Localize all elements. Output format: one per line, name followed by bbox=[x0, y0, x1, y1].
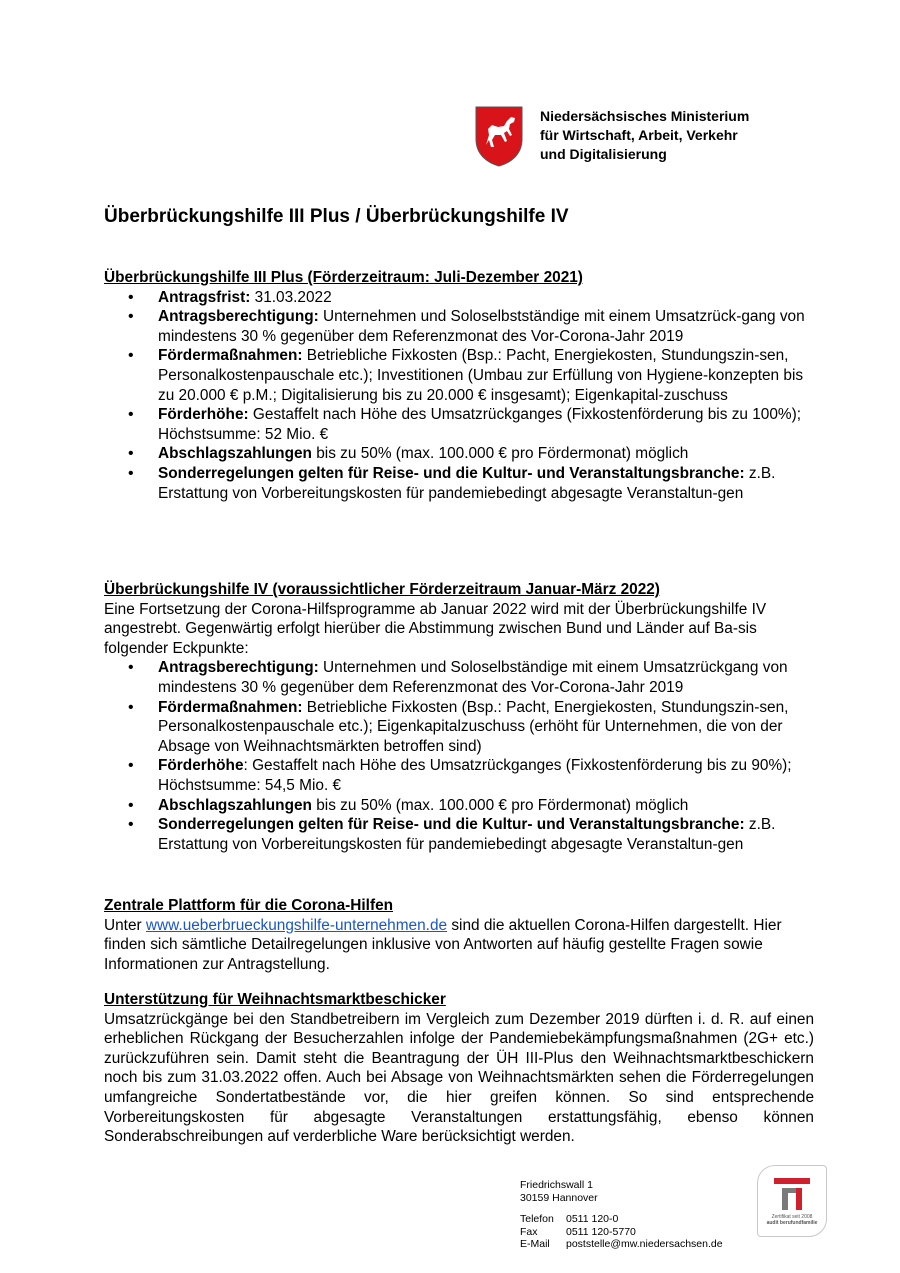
item-label: Förderhöhe: bbox=[158, 406, 249, 424]
item-label: Förderhöhe bbox=[158, 757, 244, 775]
section-text bbox=[104, 916, 814, 975]
item-label: Abschlagszahlungen bbox=[158, 445, 312, 463]
fax-row bbox=[520, 1226, 723, 1239]
bullet-list bbox=[104, 288, 814, 504]
email-row bbox=[520, 1238, 723, 1251]
section-heading: Unterstützung für Weihnachtsmarktbeschicker bbox=[104, 991, 446, 1008]
section-heading: Zentrale Plattform für die Corona-Hilfen bbox=[104, 897, 394, 914]
section-christmas-market bbox=[104, 990, 814, 1147]
certificate-text bbox=[761, 1214, 823, 1226]
item-label: Antragsberechtigung: bbox=[158, 659, 319, 677]
item-text: z.B. Erstattung von Vorbereitungskosten für pandemiebedingt abgesagte Veranstaltun-gen bbox=[158, 816, 776, 853]
footer-address bbox=[520, 1179, 723, 1251]
audit-berufundfamilie-icon bbox=[772, 1174, 812, 1212]
item-text: : Gestaffelt nach Höhe des Umsatzrückganges (Fixkostenförderung bis zu 90%); Höchstsumme: 54,5 Mio. € bbox=[158, 757, 792, 794]
website-link[interactable]: www.ueberbrueckungshilfe-unternehmen.de bbox=[145, 916, 448, 934]
list-item bbox=[104, 796, 814, 816]
item-text: 31.03.2022 bbox=[250, 288, 332, 306]
item-label: Fördermaßnahmen: bbox=[158, 698, 303, 716]
list-item bbox=[104, 346, 814, 405]
email-value: poststelle@mw.niedersachsen.de bbox=[566, 1238, 723, 1250]
item-label: Antragsberechtigung: bbox=[158, 308, 319, 326]
text-before-link: Unter bbox=[104, 916, 146, 934]
bullet-list bbox=[104, 658, 814, 854]
item-label: Antragsfrist: bbox=[158, 288, 251, 306]
list-item bbox=[104, 405, 814, 444]
audit-certificate-logo bbox=[757, 1165, 827, 1237]
list-item bbox=[104, 288, 814, 308]
section-text: Umsatzrückgänge bei den Standbetreibern im Vergleich zum Dezember 2019 dürften i. d. R. auf einen erheblichen Rückgang der Besucherzahlen infolge der Pandemiebekämpfungsmaßnahmen (2G+ etc.) zurückzuführen sein. Damit steht die Beantragung der ÜH III-Plus den Weihnachtsmarktbeschickern noch bis zum 31.03.2022 offen. Auch bei Absage von Weihnachtsmärkten sehen die Förderregelungen umfangreiche Sondertatbestände vor, die hier greifen können. So sind entsprechende Vorbereitungskosten für abgesagte Veranstaltungen erstattungsfähig, ebenso können Sonderabschreibungen auf verderbliche Ware berücksichtigt werden. bbox=[104, 1010, 814, 1146]
address-street: Friedrichswall 1 bbox=[520, 1179, 593, 1191]
lower-saxony-crest-icon bbox=[474, 105, 524, 167]
item-text: Unternehmen und Soloselbständige mit einem Umsatzrückgang von mindestens 30 % gegenüber dem Referenzmonat des Vor-Corona-Jahr 2019 bbox=[158, 659, 788, 696]
address-city: 30159 Hannover bbox=[520, 1191, 598, 1204]
text-after-link: sind die aktuellen Corona-Hilfen dargestellt. Hier finden sich sämtliche Detailregelungen inklusive von Antworten auf häufig gestellte Fragen sowie Informationen zur Antragstellung. bbox=[104, 916, 782, 973]
list-item bbox=[104, 815, 814, 854]
section-platform bbox=[104, 896, 814, 974]
section-ueh-4 bbox=[104, 580, 814, 854]
list-item bbox=[104, 698, 814, 757]
list-item bbox=[104, 444, 814, 464]
item-label: Sonderregelungen gelten für Reise- und die Kultur- und Veranstaltungsbranche: bbox=[158, 464, 745, 482]
item-text: Unternehmen und Soloselbstständige mit einem Umsatzrück-gang von mindestens 30 % gegenüber dem Referenzmonat des Vor-Corona-Jahr 2019 bbox=[158, 308, 805, 345]
fax-label: Fax bbox=[520, 1225, 538, 1238]
item-text: bis zu 50% (max. 100.000 € pro Fördermonat) möglich bbox=[311, 445, 689, 463]
phone-row bbox=[520, 1213, 723, 1226]
item-text: z.B. Erstattung von Vorbereitungskosten für pandemiebedingt abgesagte Veranstaltun-gen bbox=[158, 464, 776, 502]
list-item bbox=[104, 464, 814, 503]
item-label: Abschlagszahlungen bbox=[158, 796, 312, 814]
item-label: Sonderregelungen gelten für Reise- und die Kultur- und Veranstaltungsbranche: bbox=[158, 816, 745, 834]
item-text: Gestaffelt nach Höhe des Umsatzrückganges (Fixkostenförderung bis zu 100%); Höchstsumme: 52 Mio. € bbox=[158, 406, 801, 443]
email-label: E-Mail bbox=[520, 1238, 550, 1250]
phone-value: 0511 120-0 bbox=[566, 1213, 619, 1225]
item-text: Betriebliche Fixkosten (Bsp.: Pacht, Energiekosten, Stundungszin-sen, Personalkostenpauschale etc.); Eigenkapitalzuschuss (erhöht für Unternehmen, die von der Absage von Weihnachtsmärkten betroffen sind) bbox=[158, 698, 789, 755]
section-ueh-3-plus bbox=[104, 268, 814, 503]
document-title: Überbrückungshilfe III Plus / Überbrückungshilfe IV bbox=[104, 206, 569, 227]
item-text: Betriebliche Fixkosten (Bsp.: Pacht, Energiekosten, Stundungszin-sen, Personalkostenpauschale etc.); Investitionen (Umbau zur Erfüllung von Hygiene-konzepten bis zu 20.000 € p.M.; Digitalisierung bis zu 20.000 € insgesamt); Eigenkapital-zuschuss bbox=[158, 347, 804, 404]
list-item bbox=[104, 307, 814, 346]
list-item bbox=[104, 658, 814, 697]
item-text: bis zu 50% (max. 100.000 € pro Fördermonat) möglich bbox=[311, 796, 689, 814]
cert-line: Zertifikat seit 2008 bbox=[771, 1214, 813, 1220]
section-heading: Überbrückungshilfe IV (voraussichtlicher Förderzeitraum Januar-März 2022) bbox=[104, 581, 660, 598]
section-intro: Eine Fortsetzung der Corona-Hilfsprogramme ab Januar 2022 wird mit der Überbrückungshilfe IV angestrebt. Gegenwärtig erfolgt hierüber die Abstimmung zwischen Bund und Länder auf Ba-sis folgender Eckpunkte: bbox=[104, 600, 767, 657]
section-heading: Überbrückungshilfe III Plus (Förderzeitraum: Juli-Dezember 2021) bbox=[104, 269, 583, 286]
cert-line: audit berufundfamilie bbox=[766, 1220, 818, 1226]
ministry-line: und Digitalisierung bbox=[540, 146, 667, 162]
item-label: Fördermaßnahmen: bbox=[158, 347, 303, 365]
fax-value: 0511 120-5770 bbox=[566, 1225, 636, 1238]
ministry-line: für Wirtschaft, Arbeit, Verkehr bbox=[540, 127, 738, 143]
ministry-line: Niedersächsisches Ministerium bbox=[540, 108, 750, 124]
phone-label: Telefon bbox=[520, 1213, 554, 1225]
list-item bbox=[104, 756, 814, 795]
ministry-name bbox=[540, 107, 840, 164]
